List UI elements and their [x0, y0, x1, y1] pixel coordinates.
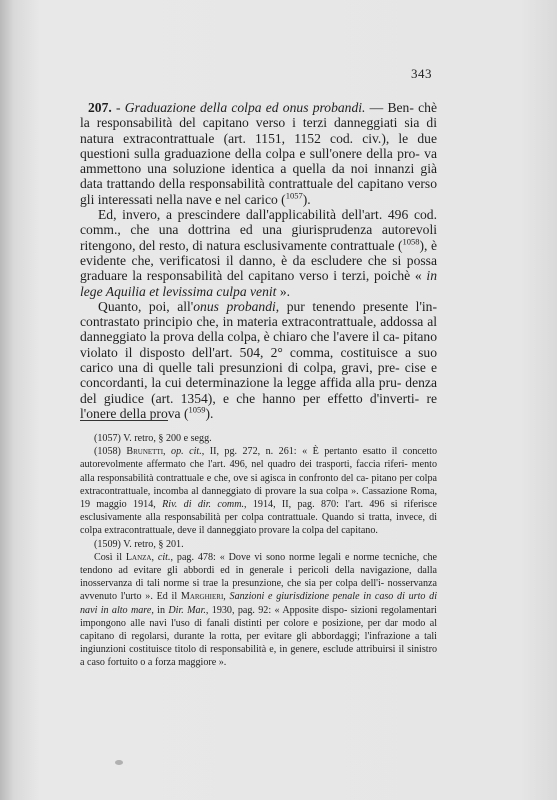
main-text [80, 100, 437, 421]
paragraph-3: Quanto, poi, all'onus probandi, pur tenendo presente l'in- contrastato principio che, in materia extracontrattuale, addossa al danneggiato la prova della colpa, è chiaro che l'avere il ca- pitano violato il disposto dell'art. 504, 2° comma, costituisce a suo carico una di quelle tali presunzioni di colpa, gravi, pre- cise e concordanti, la cui determinazione la legge affida alla pru- denza del giudice (art. 1354), e che hanno per effetto d'inverti- re l'onere della prova ($^{1059}$). [80, 298, 437, 421]
footnote-ref: 1057 [285, 190, 303, 201]
footnote-lanza: Così il Lanza, cit., pag. 478: « Dove vi sono norme legali e norme tecniche, che tendono ad evitare gli abbordi ed in generale i pericoli della navigazione, dalla inosservanza di tali norme si trae la presunzione, che sia per colpa dell'i- nosservanza avvenuto l'urto ». Ed il Marghieri, Sanzioni e giurisdizione penale in caso di urto di navi in alto mare, in Dir. Mar., 1930, pag. 92: « Apposite dispo- sizioni regolamentari impongono alle navi l'uso di fanali distinti per colore e posizione, per dar modo al capitano di regolarsi, durante la rotta, per evitare gli abbordaggi; l'infrazione a tali ingiunzioni costituisce titolo di responsabilità e, in genere, esclude attribuirsi il sinistro a caso fortuito o a forza maggiore ». [80, 551, 438, 669]
footnotes [80, 432, 437, 670]
footnote-1058: (1058) Brunetti, op. cit., II, pg. 272, n. 261: « È pertanto esatto il concetto autorevolmente affermato che l'art. 496, nel quadro dei trasporti, faccia riferi- mento alla responsabilità contrattuale e che, ove si agisca in confronto del ca- pitano per colpa extracontrattuale, incomba al danneggiato di provare la sua colpa ». Cassazione Roma, 19 maggio 1914, Riv. di dir. comm., 1914, II, pag. 870: l'art. 496 si riferisce esclusivamente alla responsabilità per colpa contrattuale. Quando si tratta, invece, di colpa extracontrattuale, deve il danneggiato provare la colpa del capitano. [80, 446, 438, 537]
footnote-1059: (1509) V. retro, § 201. [94, 538, 184, 550]
paragraph-section-207: 207. - Graduazione della colpa ed onus probandi. — Ben- chè la responsabilità del capitano verso i terzi danneggiati sia di natura extracontrattuale (art. 1151, 1152 cod. civ.), le due questioni sulla graduazione della colpa e sull'onere della pro- va ammettono una soluzione identica a quella da noi innanzi già data trattando della responsabilità contrattuale del capitano verso gli interessati nella nave e nel carico ($^{1057}$). [80, 100, 438, 207]
paper-mark [115, 760, 123, 765]
footnote-1057: (1057) V. retro, § 200 e segg. [94, 433, 212, 444]
paragraph-2: Ed, invero, a prescindere dall'applicabilità dell'art. 496 cod. comm., che una dottrina ed una giurisprudenza autorevoli ritengono, del resto, di natura esclusivamente contrattuale ($^{1058}$), è evidente che, verificatosi il danno, è da escludere che si possa graduare la responsabilità del capitano verso i terzi, poichè « in lege Aquilia et levissima culpa venit ». [80, 207, 437, 299]
section-title: Graduazione della colpa ed onus probandi. [124, 100, 366, 115]
latin-quote: lege Aquilia et levissima culpa venit [80, 283, 277, 299]
page-number: 343 [411, 66, 432, 81]
footnote-ref: 1059 [188, 404, 206, 415]
section-number: 207. [88, 100, 112, 115]
footnote-divider [80, 420, 168, 421]
footnote-ref: 1058 [402, 236, 420, 247]
